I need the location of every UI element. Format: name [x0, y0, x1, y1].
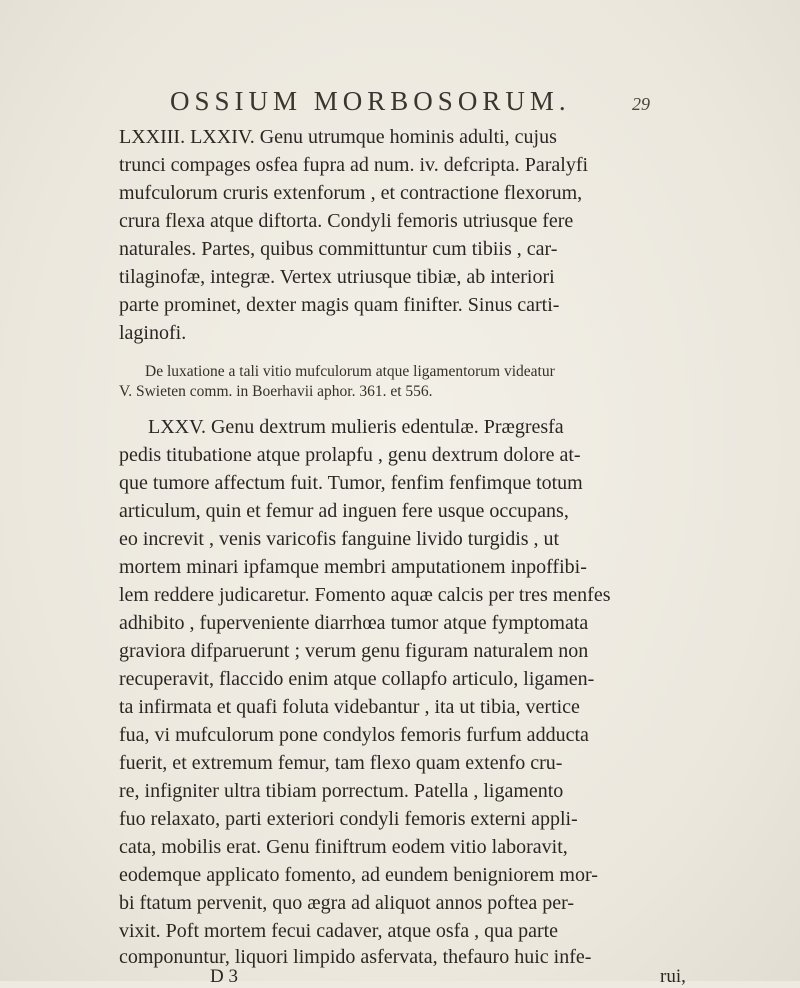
text-line: parte prominet, dexter magis quam finifter. Sinus carti-	[119, 294, 560, 316]
page-number: 29	[632, 94, 650, 114]
text-line: crura flexa atque diftorta. Condyli femoris utriusque fere	[119, 210, 574, 232]
text-line: eo increvit , venis varicofis fanguine livido turgidis , ut	[119, 528, 560, 550]
text-line: lem reddere judicaretur. Fomento aquæ calcis per tres menfes	[119, 584, 611, 606]
text-line: naturales. Partes, quibus committuntur cum tibiis , car-	[119, 238, 558, 260]
text-line: articulum, quin et femur ad inguen fere usque occupans,	[119, 500, 569, 522]
text-line: que tumore affectum fuit. Tumor, fenfim fenfimque totum	[119, 472, 583, 494]
text-line: bi ftatum pervenit, quo ægra ad aliquot annos poftea per-	[119, 892, 575, 914]
text-line: vixit. Poft mortem fecui cadaver, atque osfa , qua parte	[119, 920, 559, 942]
text-line: graviora difparuerunt ; verum genu figuram naturalem non	[119, 640, 589, 662]
text-line: re, infigniter ultra tibiam porrectum. Patella , ligamento	[119, 780, 564, 802]
signature-mark: D 3	[210, 966, 238, 987]
text-line: LXXV. Genu dextrum mulieris edentulæ. Prægresfa	[148, 416, 564, 438]
text-line: laginofi.	[119, 322, 187, 344]
text-line: componuntur, liquori limpido asfervata, thefauro huic infe-	[119, 946, 592, 968]
text-line: recuperavit, flaccido enim atque collapfo articulo, ligamen-	[119, 668, 595, 690]
text-line: fuerit, et extremum femur, tam flexo quam extenfo cru-	[119, 752, 563, 774]
text-line: mortem minari ipfamque membri amputationem inpoffibi-	[119, 556, 587, 578]
text-line: trunci compages osfea fupra ad num. iv. defcripta. Paralyfi	[119, 154, 589, 176]
text-line: ta infirmata et quafi foluta videbantur , ita ut tibia, vertice	[119, 696, 580, 718]
text-line: LXXIII. LXXIV. Genu utrumque hominis adulti, cujus	[119, 126, 557, 148]
catchword: rui,	[660, 966, 686, 987]
running-title: OSSIUM MORBOSORUM.	[170, 86, 571, 116]
text-line: adhibito , fuperveniente diarrhœa tumor atque fymptomata	[119, 612, 589, 634]
footnote-line: De luxatione a tali vitio mufculorum atque ligamentorum videatur	[145, 363, 555, 380]
text-line: pedis titubatione atque prolapfu , genu dextrum dolore at-	[119, 444, 581, 466]
text-line: eodemque applicato fomento, ad eundem benigniorem mor-	[119, 864, 598, 886]
text-line: cata, mobilis erat. Genu finiftrum eodem vitio laboravit,	[119, 836, 568, 858]
text-line: mufculorum cruris extenforum , et contractione flexorum,	[119, 182, 583, 204]
text-line: fuo relaxato, parti exteriori condyli femoris externi appli-	[119, 808, 578, 830]
footnote-line: V. Swieten comm. in Boerhavii aphor. 361. et 556.	[119, 383, 433, 400]
text-line: fua, vi mufculorum pone condylos femoris furfum adducta	[119, 724, 589, 746]
text-line: tilaginofæ, integræ. Vertex utriusque tibiæ, ab interiori	[119, 266, 555, 288]
